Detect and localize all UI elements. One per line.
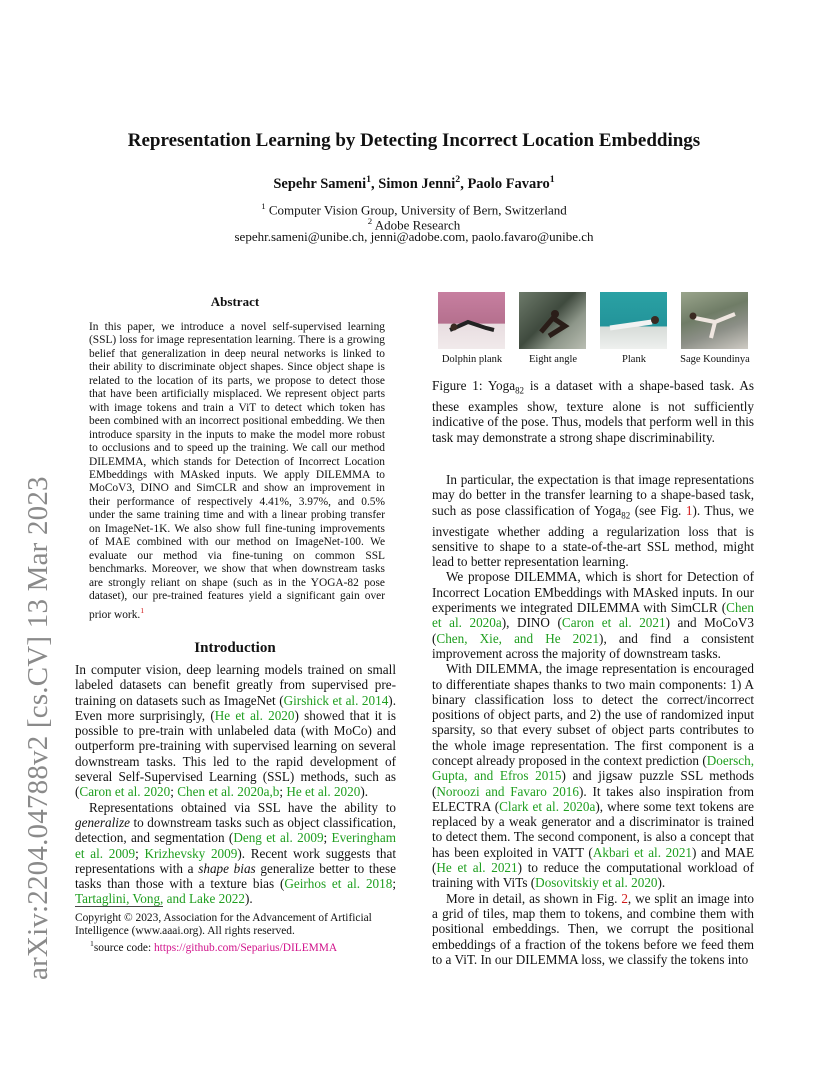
abstract-body (89, 321, 385, 622)
figure-label: Dolphin plank (441, 354, 503, 365)
affil-text: Adobe Research (374, 217, 461, 233)
citation-link[interactable]: Krizhevsky 2009 (144, 845, 238, 861)
citation-link[interactable]: Chen, Xie, and He 2021 (436, 630, 600, 646)
footnote-rule (75, 906, 163, 907)
citation-link[interactable]: Girshick et al. 2014 (283, 692, 389, 708)
pose-figure-icon (438, 292, 505, 349)
paragraph: We propose DILEMMA, which is short for Detection of Incorrect Location EMbeddings with MAsked inputs. In our experiments we integrated DILEMMA with SimCLR (Chen et al. 2020a), DINO (Caron et al. 2021) and MoCoV3 (Chen, Xie, and He 2021), and find a consistent improvement across the majority of downstream tasks. (432, 569, 755, 661)
citation-link[interactable]: Geirhos et al. 2018 (284, 876, 393, 892)
citation-link[interactable]: Everingham et al. 2009 (75, 830, 396, 861)
figure-label: Plank (622, 354, 646, 365)
footnote-mark: 1 (90, 939, 94, 948)
citation-link[interactable]: Noroozi and Favaro 2016 (436, 783, 579, 799)
citation-link[interactable]: Caron et al. 2020 (79, 784, 171, 800)
author-affil-mark: 2 (455, 174, 461, 185)
figure-ref-link[interactable]: 1 (685, 502, 693, 518)
citation-link[interactable]: Akbari et al. 2021 (592, 844, 693, 860)
citation-link[interactable]: Chen et al. 2020a,b (177, 784, 280, 800)
figure-label: Eight angle (528, 354, 578, 365)
introduction-heading: Introduction (194, 640, 276, 656)
footnote-mark[interactable]: 1 (140, 605, 145, 615)
author-emails: sepehr.sameni@unibe.ch, jenni@adobe.com, paolo.favaro@unibe.ch (234, 229, 594, 244)
paragraph: With DILEMMA, the image representation is encouraged to differentiate shapes thanks to two main components: 1) A binary classification loss to detect the correct/incorrect positions of object parts, and 2) the use of randomized input sparsity, so that every subset of object parts contributes to the whole image representation. The first component is a concept already proposed in the context prediction (Doersch, Gupta, and Efros 2015) and jigsaw puzzle SSL methods (Noroozi and Favaro 2016). It takes also inspiration from ELECTRA (Clark et al. 2020a), where some text tokens are replaced by a weak generator and a discriminator is trained to detect them. The second component, is also a concept that has been exploited in VATT (Akbari et al. 2021) and MAE (He et al. 2021) to reduce the computational workload of training with ViTs (Dosovitskiy et al. 2020). (432, 661, 755, 891)
copyright-notice: Copyright © 2023, Association for the Advancement of Artificial Intelligence (www.aaai.org). All rights reserved. (75, 912, 372, 937)
affil-text: Computer Vision Group, University of Bern, Switzerland (268, 202, 567, 218)
affil-mark: 2 (367, 216, 373, 226)
citation-link[interactable]: He et al. 2021 (436, 860, 518, 876)
citation-link[interactable]: Deng et al. 2009 (233, 830, 324, 846)
paragraph: Representations obtained via SSL have the ability to generalize to downstream tasks such as object classification, detection, and segmentation (Deng et al. 2009; Everingham et al. 2009; Krizhevsky 2009). Recent work suggests that representations with a shape bias generalize better to these tasks than those with a texture bias (Geirhos et al. 2018; Tartaglini, Vong, and Lake 2022). (75, 799, 396, 907)
yoga-photo-eight-angle (519, 292, 586, 349)
author-name: Paolo Favaro (467, 175, 550, 192)
author-name: Simon Jenni (378, 175, 456, 192)
source-code-link[interactable]: https://github.com/Separius/DILEMMA (153, 941, 338, 954)
pose-figure-icon (600, 292, 667, 349)
author-affil-mark: 1 (549, 174, 555, 185)
paragraph: In particular, the expectation is that image representations may do better in the transfer learning to a shape-based task, such as pose classification of Yoga$_{82}$ (see Fig. 1). Thus, we investigate whether adding a regularization loss that is sensitive to shape to a state-of-the-art SSL method, might lead to better representation learning. (432, 472, 754, 570)
citation-link[interactable]: Clark et al. 2020a (499, 798, 596, 814)
figure-ref-link[interactable]: 2 (621, 890, 628, 906)
abstract-text: In this paper, we introduce a novel self-supervised learning (SSL) loss for image representation learning. There is a growing belief that generalization in deep neural networks is linked to their ability to discriminate object shapes. Since object shape is related to the location of its parts, we propose to detect those that have been artificially misplaced. We represent object parts with image tokens and train a ViT to detect which token has been combined with an incorrect positional embedding. We then introduce sparsity in the inputs to make the model more robust to occlusions and to speed up the training. We call our method DILEMMA, which stands for Detection of Incorrect Location EMbeddings with MAsked inputs. We apply DILEMMA to MoCoV3, DINO and SimCLR and show an improvement in their performance of respectively 4.41%, 3.97%, and 0.5% under the same training time and with a linear probing transfer on ImageNet-1K. We also show full fine-tuning improvements of MAE combined with our method on ImageNet-100. We evaluate our method via fine-tuning on common SSL benchmarks. Moreover, we show that when downstream tasks are strongly reliant on shape (such as in the YOGA-82 pose dataset), our pre-trained features yield a significant gain over prior work. (89, 321, 385, 621)
affil-mark: 1 (261, 201, 266, 211)
citation-link[interactable]: Tartaglini, Vong, and Lake 2022 (75, 891, 245, 907)
yoga-photo-dolphin-plank (438, 292, 505, 349)
right-column-body (432, 472, 754, 967)
yoga-photo-plank (600, 292, 667, 349)
citation-link[interactable]: He et al. 2020 (286, 784, 361, 800)
source-code-footnote: $^1$source code: https://github.com/Separius/DILEMMA (90, 939, 338, 954)
figure-1-caption: Figure 1: Yoga$_{82}$ is a dataset with a shape-based task. As these examples show, texture alone is not sufficiently indicative of the pose. Thus, models that perform well in this task may demonstrate a strong shape discriminability. (432, 378, 754, 445)
author-list: Sepehr Sameni$^1$, Simon Jenni$^2$, Paolo Favaro$^1$ (273, 174, 555, 192)
figure-label: Sage Koundinya (680, 354, 750, 365)
author-affil-mark: 1 (366, 174, 372, 185)
paper-title: Representation Learning by Detecting Incorrect Location Embeddings (127, 130, 701, 151)
abstract-heading: Abstract (210, 294, 260, 309)
introduction-body (75, 662, 396, 907)
citation-link[interactable]: Dosovitskiy et al. 2020 (535, 875, 658, 891)
citation-link[interactable]: He et al. 2020 (214, 707, 295, 723)
arxiv-identifier: arXiv:2204.04788v2 [cs.CV] 13 Mar 2023 (22, 476, 54, 980)
yoga-photo-sage-koundinya (681, 292, 748, 349)
pose-figure-icon (519, 292, 586, 349)
paragraph: In computer vision, deep learning models trained on small labeled datasets can benefit greatly from supervised pre-training on datasets such as ImageNet (Girshick et al. 2014). Even more surprisingly, (He et al. 2020) showed that it is possible to pre-train with unlabeled data (with MoCo) and outperform pre-training with supervised learning on several downstream tasks. This led to the rapid development of several Self-Supervised Learning (SSL) methods, such as (Caron et al. 2020; Chen et al. 2020a,b; He et al. 2020). (75, 662, 396, 800)
citation-link[interactable]: Caron et al. 2021 (561, 615, 666, 631)
citation-link[interactable]: Doersch, Gupta, and Efros 2015 (432, 752, 754, 784)
citation-link[interactable]: Chen et al. 2020a (432, 600, 754, 631)
paragraph: More in detail, as shown in Fig. 2, we split an image into a grid of tiles, map them to tokens, and combine them with positional embeddings. Then, we corrupt the positional embeddings of a fraction of the tokens before we feed them to a ViT. In our DILEMMA loss, we classify the tokens into (432, 890, 754, 967)
author-name: Sepehr Sameni (273, 175, 367, 192)
pose-figure-icon (681, 292, 748, 349)
